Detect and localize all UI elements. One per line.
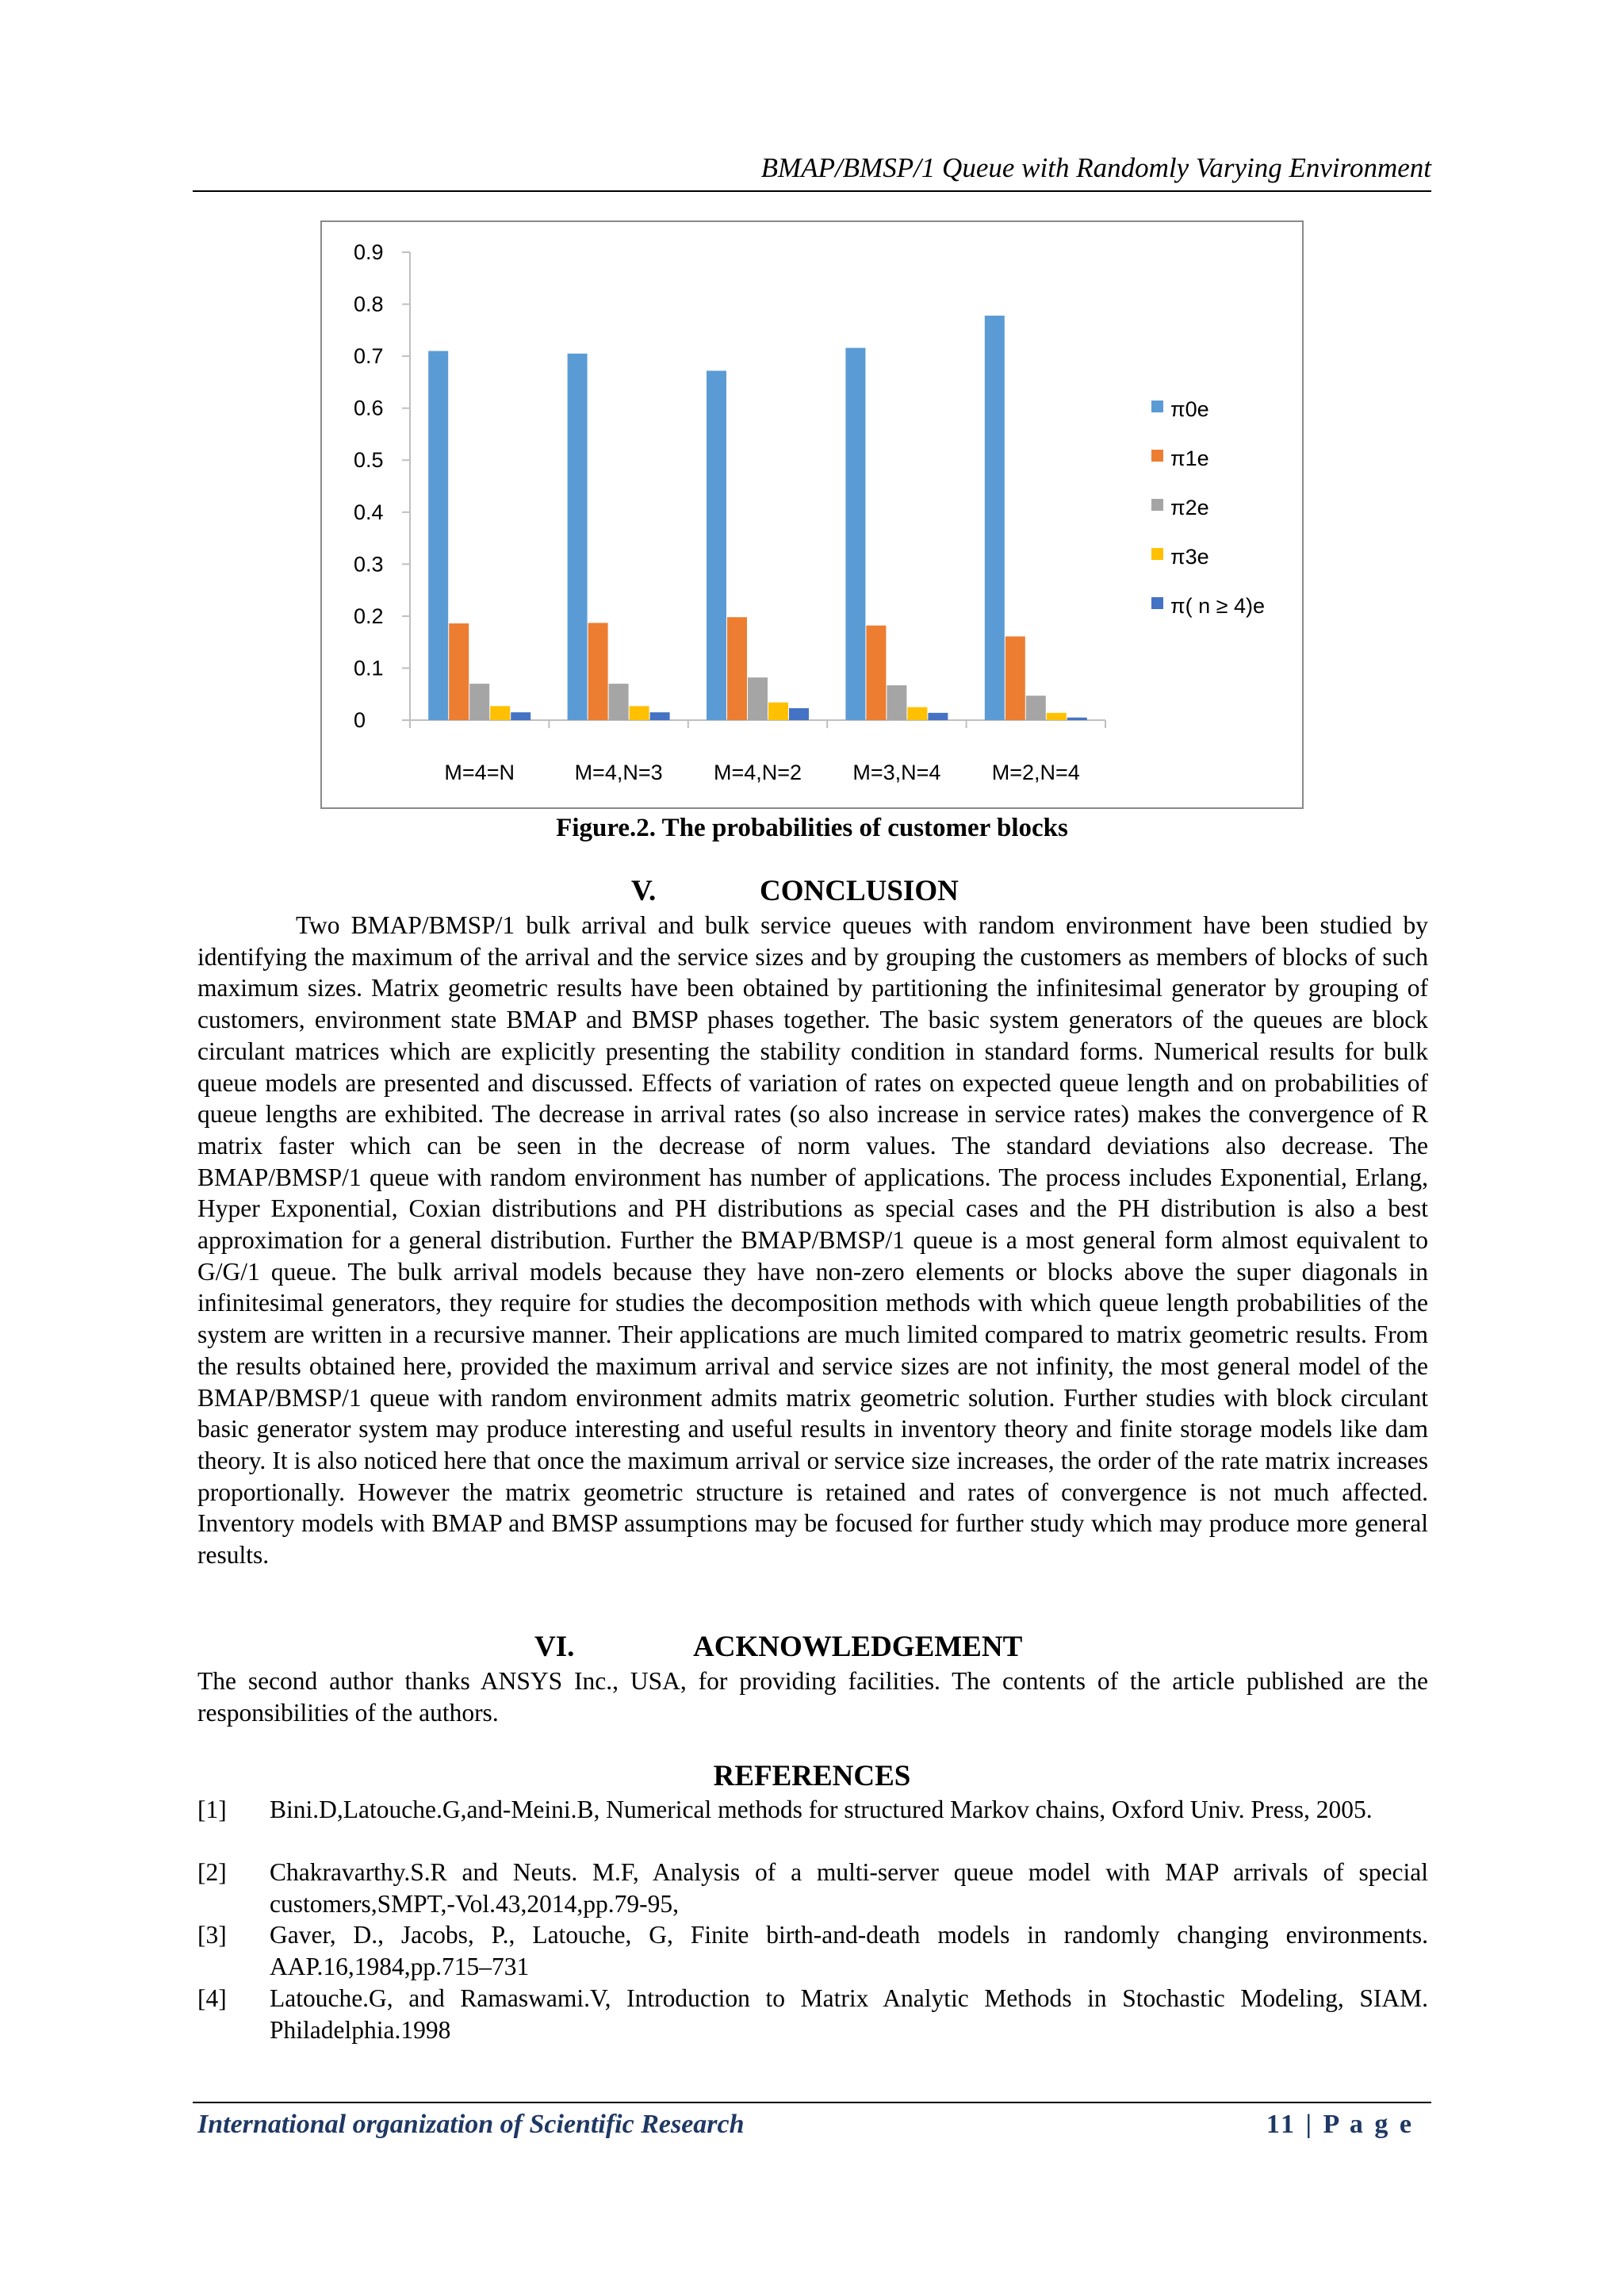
x-category-label: M=4,N=2: [713, 761, 802, 784]
bar: [630, 706, 649, 720]
bar: [907, 707, 927, 720]
legend-swatch: [1151, 401, 1163, 412]
reference-number: [1]: [197, 1796, 227, 1823]
reference-text: Gaver, D., Jacobs, P., Latouche, G, Finite birth-and-death models in randomly changing environments. AAP.16,1984,pp.715–731: [270, 1921, 1428, 1980]
bar: [1067, 718, 1087, 720]
bar: [609, 684, 629, 720]
bar: [568, 354, 588, 720]
acknowledgement-text: The second author thanks ANSYS Inc., USA, for providing facilities. The contents of the article published are the responsibilities of the authors.: [197, 1667, 1428, 1727]
y-tick-label: 0.7: [354, 344, 384, 369]
legend-swatch: [1151, 450, 1163, 462]
legend-swatch: [1151, 548, 1163, 560]
bar: [490, 706, 510, 720]
legend-label: π1e: [1170, 447, 1209, 470]
y-tick-label: 0.1: [354, 656, 384, 680]
bar: [1005, 636, 1025, 720]
legend-swatch: [1151, 597, 1163, 609]
conclusion-text: Two BMAP/BMSP/1 bulk arrival and bulk service queues with random environment have been studied by identifying the maximum of the arrival and the service sizes and by grouping the customers as members of blocks of such maximum sizes. Matrix geometric results have been obtained by partitioning the infinitesimal generator by grouping of customers, environment state BMAP and BMSP phases together. The basic system generators of the queues are block circulant matrices which are explicitly presenting the stability condition in standard forms. Numerical results for bulk queue models are presented and discussed. Effects of variation of rates on expected queue length and on probabilities of queue lengths are exhibited. The decrease in arrival rates (so also increase in service rates) makes the convergence of R matrix faster which can be seen in the decrease of norm values. The standard deviations also decrease. The BMAP/BMSP/1 queue with random environment has number of applications. The process includes Exponential, Erlang, Hyper Exponential, Coxian distributions and PH distributions as special cases and the PH distribution is also a best approximation for a general distribution. Further the BMAP/BMSP/1 queue is a most general form almost equivalent to G/G/1 queue. The bulk arrival models because they have non-zero elements or blocks above the super diagonals in infinitesimal generators, they require for studies the decomposition methods with which queue length probabilities of the system are written in a recursive manner. Their applications are much limited compared to matrix geometric results. From the results obtained here, provided the maximum arrival and service sizes are not infinity, the most general model of the BMAP/BMSP/1 queue with random environment admits matrix geometric solution. Further studies with block circulant basic generator system may produce interesting and useful results in inventory theory and finite storage models like dam theory. It is also noticed here that once the maximum arrival or service size increases, the order of the rate matrix increases proportionally. However the matrix geometric structure is retained and rates of convergence is not much affected. Inventory models with BMAP and BMSP assumptions may be focused for further study which may produce more general results.: [197, 911, 1428, 1570]
legend-label: π2e: [1170, 496, 1209, 519]
acknowledgement-title: ACKNOWLEDGEMENT: [693, 1631, 1023, 1663]
y-tick-label: 0.8: [354, 292, 384, 316]
running-header: BMAP/BMSP/1 Queue with Randomly Varying Environment: [760, 152, 1431, 183]
figure-caption: Figure.2. The probabilities of customer blocks: [556, 814, 1068, 842]
acknowledgement-heading: [0, 1630, 1624, 1665]
bar: [748, 677, 768, 720]
y-tick-label: 0: [354, 708, 366, 732]
references-title: REFERENCES: [713, 1760, 911, 1792]
footer-page-number: 11 | P a g e: [1266, 2110, 1414, 2139]
bar: [428, 351, 448, 720]
references-heading: [0, 1759, 1624, 1794]
y-tick-label: 0.4: [354, 500, 384, 524]
reference-item: [197, 1857, 1428, 1919]
reference-number: [4]: [197, 1984, 227, 2012]
reference-item: [197, 1983, 1428, 2045]
bar-chart: [320, 220, 1304, 809]
y-tick-label: 0.5: [354, 448, 384, 473]
bar: [1026, 696, 1046, 720]
x-category-label: M=2,N=4: [991, 761, 1080, 784]
bar: [449, 623, 469, 720]
bar: [469, 684, 489, 720]
x-category-label: M=4,N=3: [574, 761, 663, 784]
bar: [588, 623, 608, 720]
x-category-label: M=4=N: [444, 761, 515, 784]
bar: [1047, 713, 1067, 720]
y-tick-label: 0.2: [354, 604, 384, 628]
bar: [727, 617, 747, 720]
y-tick-label: 0.9: [354, 240, 384, 264]
bar: [985, 316, 1005, 720]
x-category-label: M=3,N=4: [852, 761, 941, 784]
reference-text: Latouche.G, and Ramaswami.V, Introduction to Matrix Analytic Methods in Stochastic Modeling, SIAM. Philadelphia.1998: [270, 1984, 1428, 2044]
y-tick-label: 0.3: [354, 552, 384, 577]
reference-text: Bini.D,Latouche.G,and-Meini.B, Numerical methods for structured Markov chains, Oxford Univ. Press, 2005.: [270, 1796, 1373, 1823]
bar: [511, 712, 530, 720]
conclusion-heading: [0, 874, 1624, 909]
reference-number: [2]: [197, 1858, 227, 1886]
bar: [928, 713, 948, 720]
legend-label: π0e: [1170, 397, 1209, 421]
legend-label: π3e: [1170, 545, 1209, 569]
legend-swatch: [1151, 499, 1163, 511]
acknowledgement-number: VI.: [534, 1631, 575, 1663]
bar: [845, 348, 865, 720]
bar: [650, 712, 670, 720]
reference-number: [3]: [197, 1921, 227, 1949]
header-rule: [193, 190, 1431, 192]
bar: [789, 708, 809, 720]
legend-label: π( n ≥ 4)e: [1170, 594, 1265, 618]
footer-rule: [193, 2102, 1431, 2103]
bar: [866, 626, 886, 720]
conclusion-title: CONCLUSION: [760, 875, 959, 907]
conclusion-number: V.: [631, 875, 657, 907]
chart-svg: [322, 222, 1302, 807]
bar: [887, 685, 906, 720]
reference-item: [197, 1919, 1428, 1982]
reference-text: Chakravarthy.S.R and Neuts. M.F, Analysis of a multi-server queue model with MAP arrivals of special customers,SMPT,-Vol.43,2014,pp.79-95,: [270, 1858, 1428, 1918]
y-tick-label: 0.6: [354, 396, 384, 420]
bar: [707, 370, 726, 720]
bar: [768, 703, 788, 720]
footer-journal: International organization of Scientific Research: [197, 2110, 745, 2139]
reference-item: [197, 1794, 1428, 1826]
